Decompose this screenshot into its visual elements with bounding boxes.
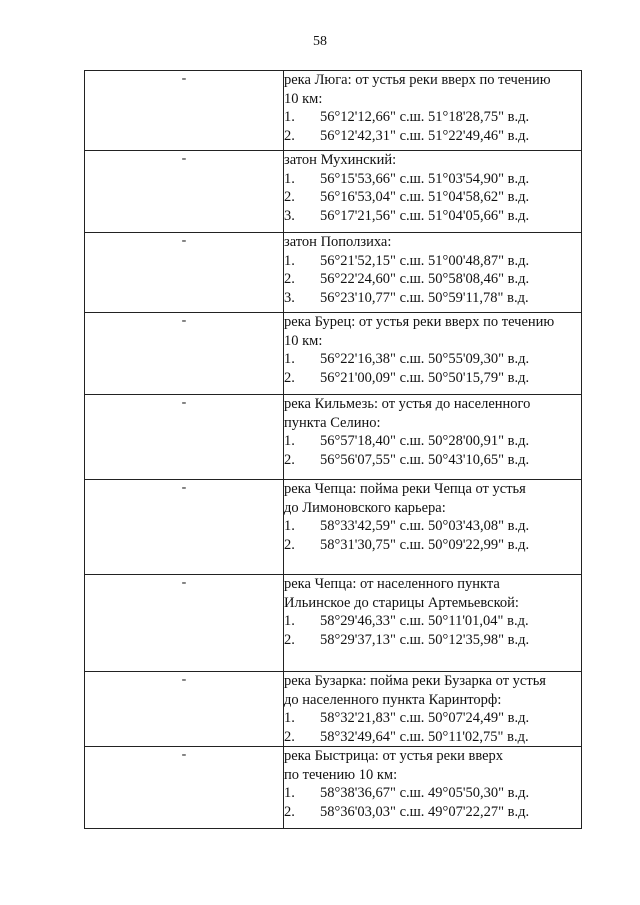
coordinate-line [284, 369, 581, 388]
coordinate-line [284, 127, 581, 146]
coordinate-number: 1. [284, 613, 295, 629]
coordinate-line [284, 709, 581, 728]
coordinate-value: 58°29'46,33" с.ш. 50°11'01,04" в.д. [320, 613, 529, 629]
table-row [85, 747, 582, 829]
coordinate-number: 2. [284, 803, 295, 820]
coordinate-line [284, 536, 581, 555]
dash-cell: - [85, 672, 284, 747]
description-cell [284, 672, 582, 747]
coordinate-value: 58°36'03,03" с.ш. 49°07'22,27" в.д. [320, 803, 530, 820]
coordinate-line [284, 188, 581, 207]
coordinate-number: 1. [284, 518, 295, 534]
description-cell [284, 151, 582, 233]
coordinate-value: 56°16'53,04" с.ш. 51°04'58,62" в.д. [320, 189, 530, 205]
coordinate-value: 56°12'42,31" с.ш. 51°22'49,46" в.д. [320, 127, 530, 144]
coordinate-line [284, 803, 581, 822]
dash-cell: - [85, 71, 284, 151]
object-description-line: Ильинское до старицы Артемьевской: [284, 594, 519, 611]
coordinate-value: 56°57'18,40" с.ш. 50°28'00,91" в.д. [320, 433, 530, 449]
coordinate-line [284, 207, 581, 226]
coordinate-line [284, 170, 581, 189]
coordinate-number: 1. [284, 433, 295, 449]
coordinate-number: 2. [284, 369, 295, 386]
coordinate-line [284, 517, 581, 536]
dash-cell: - [85, 747, 284, 829]
object-description-line: река Бурец: от устья реки вверх по течению [284, 314, 555, 330]
coordinate-value: 58°29'37,13" с.ш. 50°12'35,98" в.д. [320, 631, 530, 648]
object-description-line: 10 км: [284, 90, 323, 107]
table-row [85, 575, 582, 672]
coordinate-value: 56°22'24,60" с.ш. 50°58'08,46" в.д. [320, 271, 530, 287]
object-description-line: затон Мухинский: [284, 152, 397, 168]
coordinate-number: 2. [284, 271, 295, 287]
coordinate-value: 56°12'12,66" с.ш. 51°18'28,75" в.д. [320, 109, 530, 125]
dash-cell: - [85, 480, 284, 575]
object-description-line: затон Поползиха: [284, 234, 392, 250]
table-row [85, 151, 582, 233]
coordinate-number: 2. [284, 127, 295, 144]
table-row [85, 71, 582, 151]
coordinate-value: 56°21'00,09" с.ш. 50°50'15,79" в.д. [320, 369, 530, 386]
coordinate-line [284, 728, 581, 747]
description-cell [284, 747, 582, 829]
coordinate-line [284, 451, 581, 470]
coordinate-number: 1. [284, 710, 295, 726]
coordinate-number: 1. [284, 170, 295, 187]
table-row [85, 672, 582, 747]
coordinate-number: 1. [284, 351, 295, 367]
coordinate-number: 2. [284, 189, 295, 205]
coordinate-line [284, 350, 581, 369]
coordinate-value: 56°15'53,66" с.ш. 51°03'54,90" в.д. [320, 170, 530, 187]
object-description-line: река Люга: от устья реки вверх по течению [284, 72, 551, 88]
coordinate-value: 58°33'42,59" с.ш. 50°03'43,08" в.д. [320, 518, 530, 534]
coordinate-number: 1. [284, 785, 295, 801]
dash-cell: - [85, 151, 284, 233]
coordinate-number: 1. [284, 252, 295, 269]
coordinate-value: 58°32'21,83" с.ш. 50°07'24,49" в.д. [320, 710, 530, 726]
coordinate-line [284, 289, 581, 308]
object-description-line: река Чепца: пойма реки Чепца от устья [284, 481, 526, 497]
object-description-line: пункта Селино: [284, 414, 381, 431]
description-cell [284, 395, 582, 480]
coordinate-number: 2. [284, 536, 295, 553]
coordinate-line [284, 784, 581, 803]
object-description-line: река Быстрица: от устья реки вверх [284, 748, 504, 764]
description-cell [284, 575, 582, 672]
coordinates-table [84, 70, 582, 829]
table-row [85, 395, 582, 480]
coordinate-line [284, 631, 581, 650]
coordinate-value: 56°21'52,15" с.ш. 51°00'48,87" в.д. [320, 252, 530, 269]
object-description-line: река Кильмезь: от устья до населенного [284, 396, 531, 412]
coordinate-line [284, 252, 581, 271]
coordinate-number: 2. [284, 631, 295, 648]
coordinate-value: 56°56'07,55" с.ш. 50°43'10,65" в.д. [320, 451, 530, 468]
coordinate-line [284, 432, 581, 451]
coordinate-number: 3. [284, 289, 295, 306]
coordinate-number: 2. [284, 728, 295, 745]
coordinate-value: 58°38'36,67" с.ш. 49°05'50,30" в.д. [320, 785, 530, 801]
coordinate-value: 56°23'10,77" с.ш. 50°59'11,78" в.д. [320, 289, 529, 306]
coordinate-line [284, 270, 581, 289]
coordinate-line [284, 612, 581, 631]
object-description-line: река Чепца: от населенного пункта [284, 576, 500, 592]
dash-cell: - [85, 395, 284, 480]
coordinate-value: 58°32'49,64" с.ш. 50°11'02,75" в.д. [320, 728, 529, 745]
object-description-line: река Бузарка: пойма реки Бузарка от устья [284, 673, 546, 689]
dash-cell: - [85, 313, 284, 395]
dash-cell: - [85, 575, 284, 672]
coordinate-number: 2. [284, 451, 295, 468]
description-cell [284, 71, 582, 151]
coordinate-value: 56°17'21,56" с.ш. 51°04'05,66" в.д. [320, 207, 530, 224]
object-description-line: по течению 10 км: [284, 766, 398, 783]
description-cell [284, 233, 582, 313]
dash-cell: - [85, 233, 284, 313]
description-cell [284, 313, 582, 395]
description-cell [284, 480, 582, 575]
page-number: 58 [313, 34, 327, 49]
table-row [85, 233, 582, 313]
object-description-line: 10 км: [284, 332, 323, 349]
table-row [85, 313, 582, 395]
table-body [85, 71, 582, 829]
coordinate-number: 3. [284, 207, 295, 224]
object-description-line: до Лимоновского карьера: [284, 499, 446, 516]
coordinate-line [284, 108, 581, 127]
table-row [85, 480, 582, 575]
object-description-line: до населенного пункта Каринторф: [284, 691, 502, 708]
coordinate-value: 58°31'30,75" с.ш. 50°09'22,99" в.д. [320, 536, 530, 553]
coordinate-number: 1. [284, 109, 295, 125]
coordinate-value: 56°22'16,38" с.ш. 50°55'09,30" в.д. [320, 351, 530, 367]
